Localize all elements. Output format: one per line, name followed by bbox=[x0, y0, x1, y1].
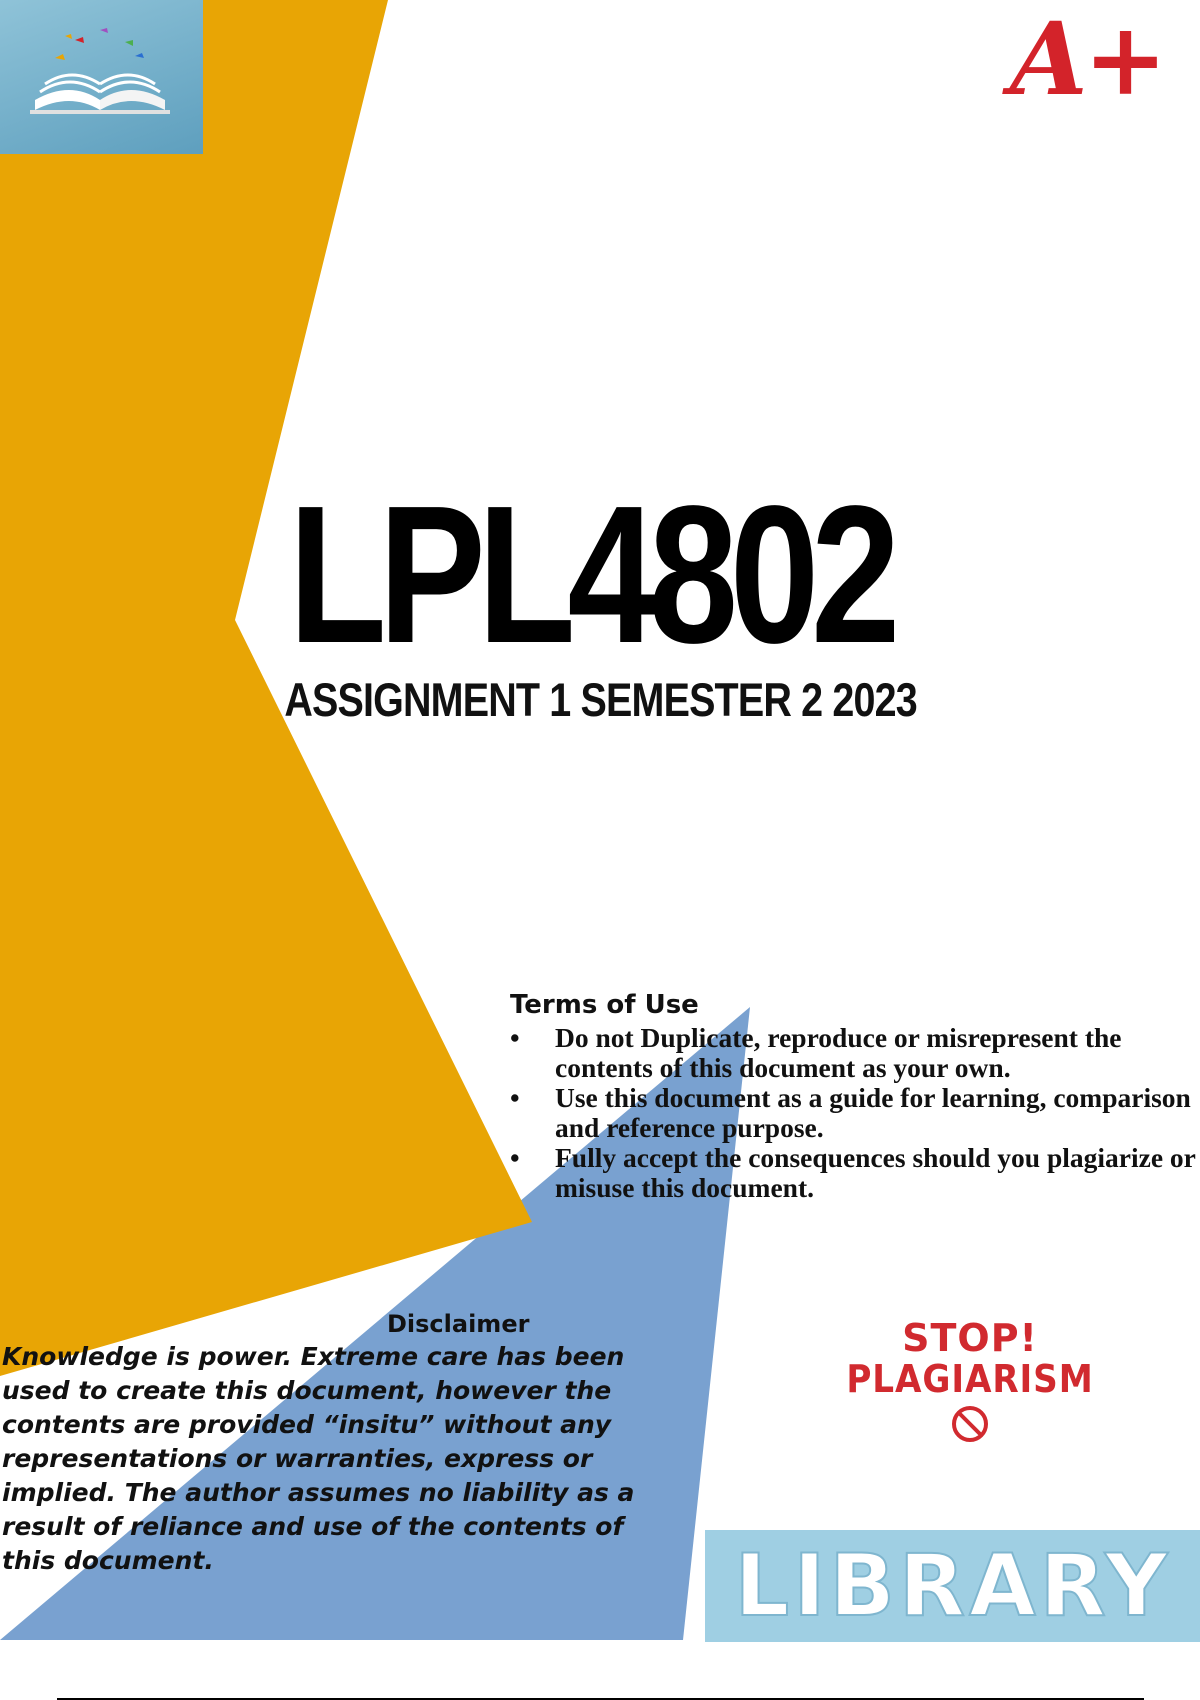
terms-of-use-heading: Terms of Use bbox=[510, 990, 699, 1020]
book-logo bbox=[0, 0, 203, 154]
terms-item: • Do not Duplicate, reproduce or misrepresent the contents of this document as your own. bbox=[510, 1023, 1200, 1083]
open-book-icon bbox=[0, 0, 203, 154]
terms-item: • Fully accept the consequences should you plagiarize or misuse this document. bbox=[510, 1143, 1200, 1203]
terms-item: • Use this document as a guide for learning, comparison and reference purpose. bbox=[510, 1083, 1200, 1143]
disclaimer-heading: Disclaimer bbox=[387, 1310, 530, 1338]
library-banner-text: LIBRARY bbox=[734, 1536, 1172, 1636]
terms-of-use-list bbox=[510, 1023, 1200, 1203]
stop-text: STOP! bbox=[902, 1316, 1038, 1360]
assignment-subtitle: ASSIGNMENT 1 SEMESTER 2 2023 bbox=[284, 673, 917, 726]
plagiarism-text: PLAGIARISM bbox=[846, 1357, 1094, 1401]
course-code-title: LPL4802 bbox=[288, 465, 893, 684]
stop-plagiarism-sign bbox=[820, 1318, 1120, 1444]
grade-mark: A+ bbox=[1010, 0, 1164, 118]
library-banner bbox=[705, 1530, 1200, 1642]
disclaimer-text: Knowledge is power. Extreme care has been used to create this document, however the contents are provided “insitu” without any representations or warranties, express or implied. The author assumes no liability as a result of reliance and use of the contents of this document. bbox=[2, 1342, 635, 1575]
prohibited-icon bbox=[944, 1404, 996, 1444]
